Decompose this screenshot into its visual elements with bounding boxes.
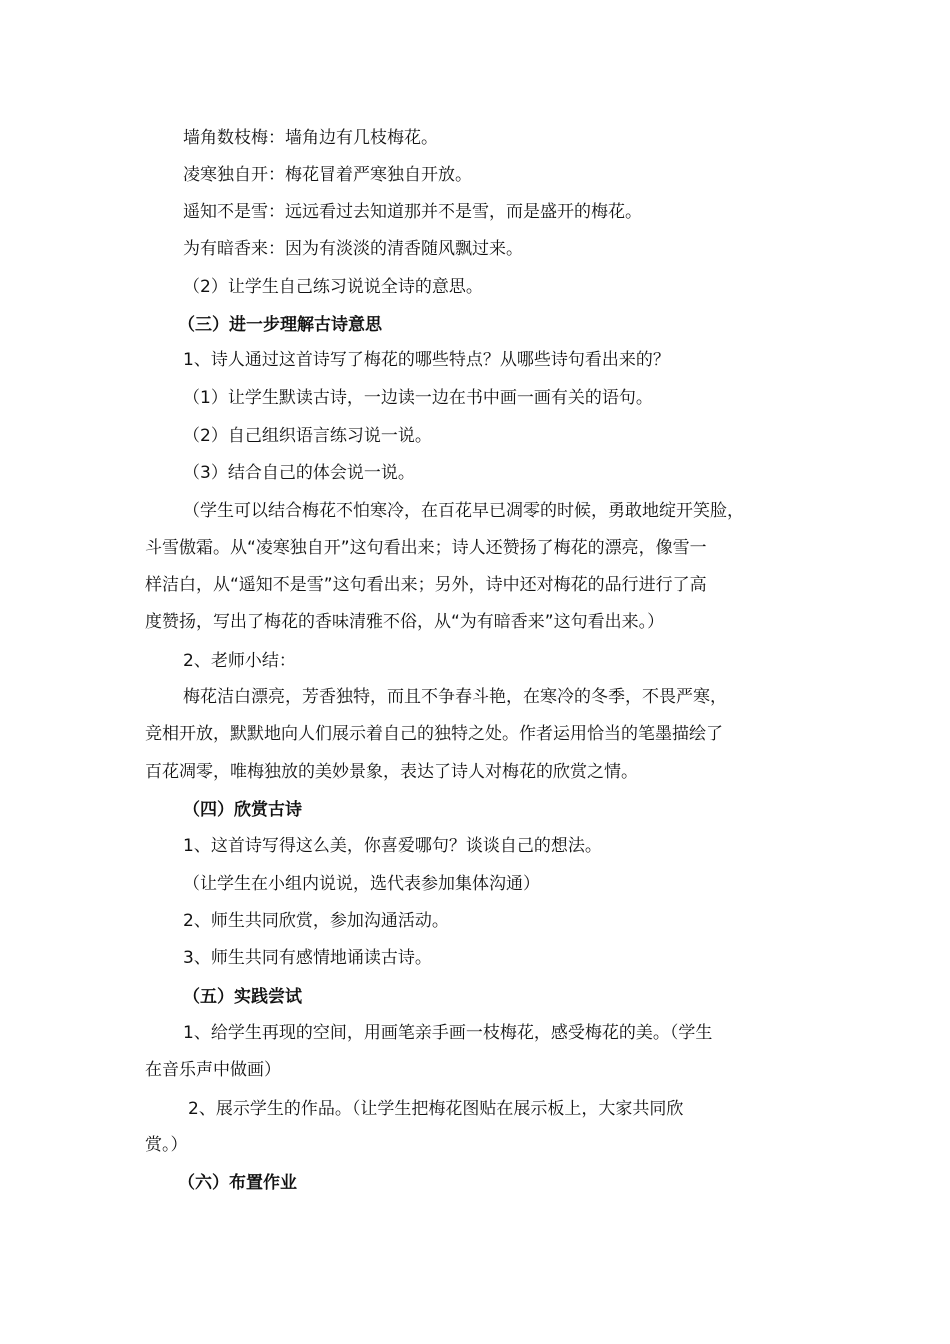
text-line: 1、这首诗写得这么美，你喜爱哪句？谈谈自己的想法。 — [183, 836, 602, 856]
text-line: （1）让学生默读古诗，一边读一边在书中画一画有关的语句。 — [183, 388, 653, 408]
text-line: 遥知不是雪：远远看过去知道那并不是雪，而是盛开的梅花。 — [183, 202, 642, 222]
text-line: 2、展示学生的作品。（让学生把梅花图贴在展示板上，大家共同欣 — [188, 1099, 684, 1119]
text-line: （让学生在小组内说说，选代表参加集体沟通） — [183, 874, 540, 894]
text-line: 梅花洁白漂亮，芳香独特，而且不争春斗艳，在寒冷的冬季，不畏严寒， — [183, 687, 727, 707]
text-line: 1、给学生再现的空间，用画笔亲手画一枝梅花，感受梅花的美。（学生 — [183, 1023, 713, 1043]
text-line: 百花凋零，唯梅独放的美妙景象，表达了诗人对梅花的欣赏之情。 — [145, 762, 638, 782]
text-line: 1、诗人通过这首诗写了梅花的哪些特点？从哪些诗句看出来的？ — [183, 350, 670, 370]
text-line: 墙角数枝梅：墙角边有几枝梅花。 — [183, 128, 438, 148]
text-line: （2）自己组织语言练习说一说。 — [183, 426, 432, 446]
text-line: 2、老师小结： — [183, 651, 296, 671]
section-heading: （六）布置作业 — [178, 1173, 297, 1193]
section-heading: （五）实践尝试 — [183, 987, 302, 1007]
text-line: 竞相开放，默默地向人们展示着自己的独特之处。作者运用恰当的笔墨描绘了 — [145, 724, 723, 744]
section-heading: （三）进一步理解古诗意思 — [178, 315, 382, 335]
text-line: 为有暗香来：因为有淡淡的清香随风飘过来。 — [183, 239, 523, 259]
text-line: 凌寒独自开：梅花冒着严寒独自开放。 — [183, 165, 472, 185]
text-line: （2）让学生自己练习说说全诗的意思。 — [183, 277, 483, 297]
text-line: 3、师生共同有感情地诵读古诗。 — [183, 948, 432, 968]
text-line: 斗雪傲霜。从“凌寒独自开”这句看出来；诗人还赞扬了梅花的漂亮，像雪一 — [145, 538, 707, 558]
text-line: 度赞扬，写出了梅花的香味清雅不俗，从“为有暗香来”这句看出来。） — [145, 612, 665, 632]
text-line: 赏。） — [145, 1135, 188, 1155]
section-heading: （四）欣赏古诗 — [183, 800, 302, 820]
text-line: （3）结合自己的体会说一说。 — [183, 463, 415, 483]
text-line: 样洁白，从“遥知不是雪”这句看出来；另外，诗中还对梅花的品行进行了高 — [145, 575, 707, 595]
text-line: 2、师生共同欣赏，参加沟通活动。 — [183, 911, 449, 931]
text-line: 在音乐声中做画） — [145, 1060, 281, 1080]
text-line: （学生可以结合梅花不怕寒冷，在百花早已凋零的时候，勇敢地绽开笑脸， — [183, 501, 744, 521]
